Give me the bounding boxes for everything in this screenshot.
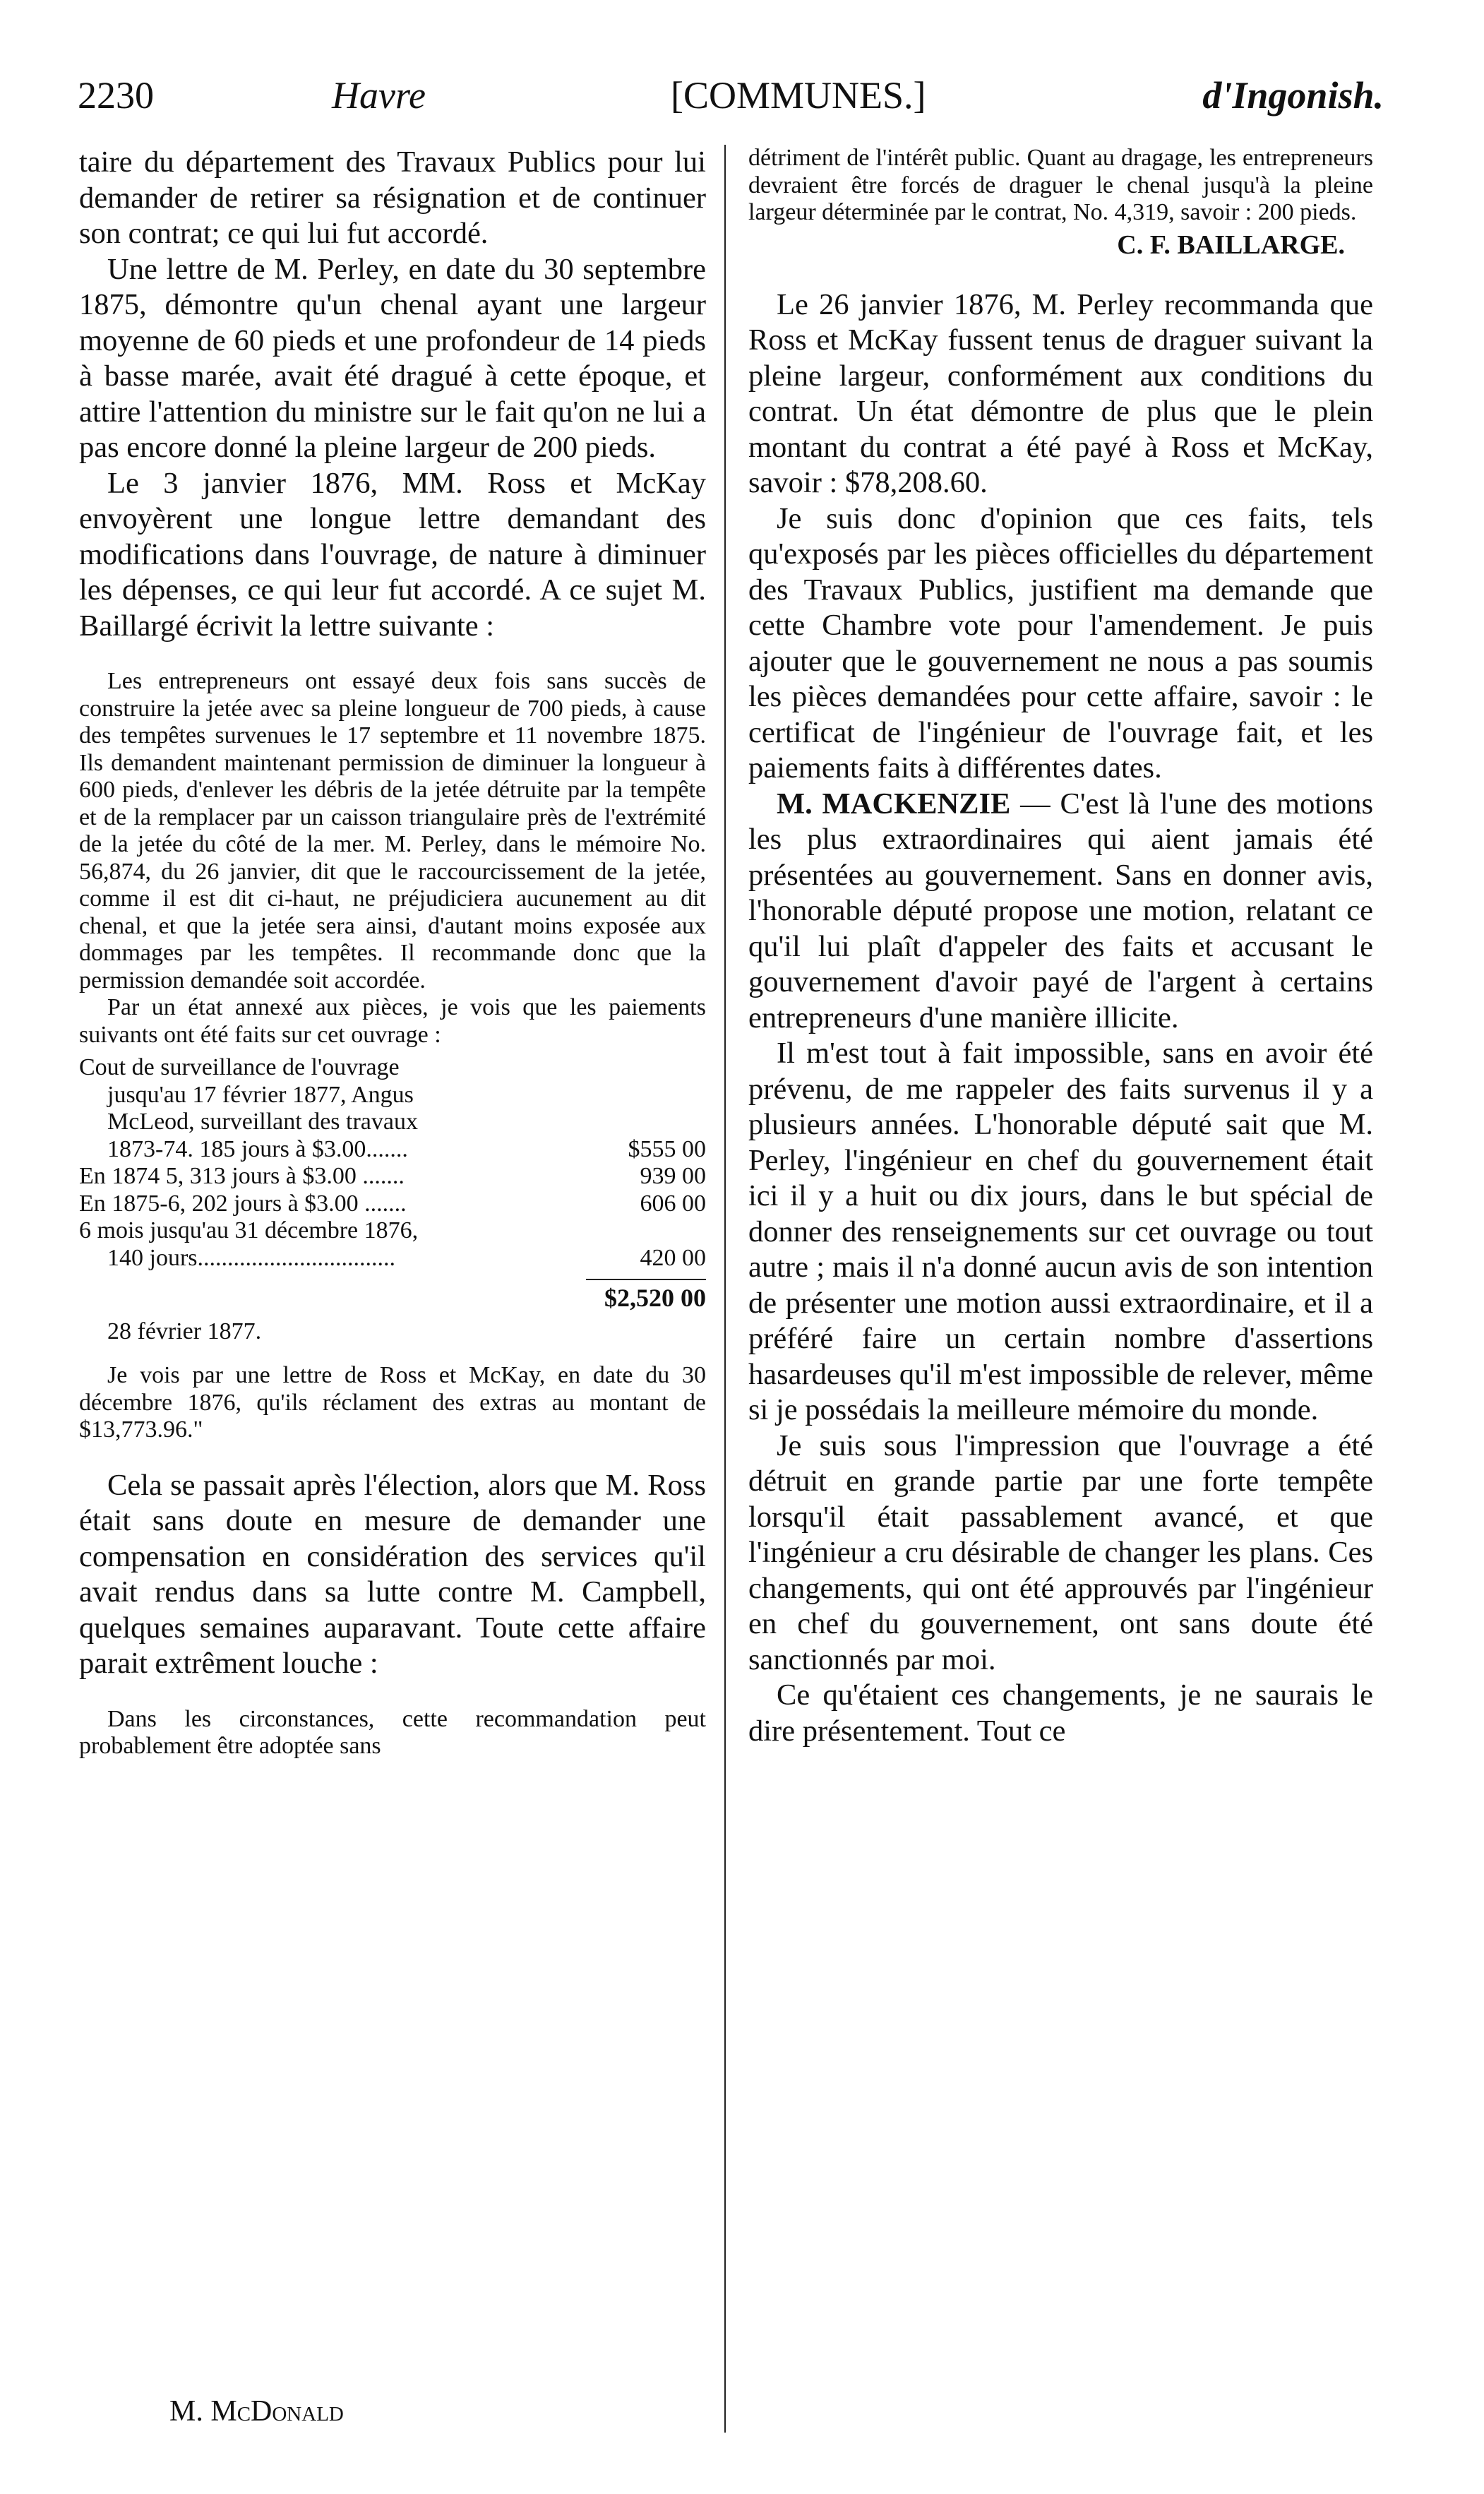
right-paragraph-6: Ce qu'étaient ces changements, je ne saurais le dire présentement. Tout ce bbox=[748, 1678, 1373, 1748]
table-row-amount: 939 00 bbox=[640, 1163, 706, 1189]
right-paragraph-1: Le 26 janvier 1876, M. Perley recommanda que Ross et McKay fussent tenus de draguer suivant la pleine largeur, conformément aux conditions du contrat. Un état démontre de plus que le plein montant du contrat a été payé à Ross et McKay, savoir : $78,208.60. bbox=[748, 287, 1373, 499]
table-row bbox=[79, 1136, 706, 1164]
quote-letter: Les entrepreneurs ont essayé deux fois sans succès de construire la jetée avec sa pleine longueur de 700 pieds, à cause des tempêtes survenues le 17 septembre et 11 novembre 1875. Ils demandent maintenant permission de diminuer la longueur à 600 pieds, d'enlever les débris de la jetée détruite par la tempête et de la remplacer par un caisson triangulaire près de l'extrémité de la jetée du côté de la mer. M. Perley, dans le mémoire No. 56,874, du 26 janvier, dit que le raccourcissement de la jetée, comme il est dit ci-haut, ne préjudiciera aucunement au dit chenal, et que la jetée sera ainsi, d'autant moins exposée aux dommages par les tempêtes. Il recommande donc que la permission demandée soit accordée. bbox=[79, 668, 706, 994]
table-row-desc: En 1875-6, 202 jours à $3.00 ....... bbox=[79, 1190, 407, 1217]
table-row bbox=[79, 1191, 706, 1218]
quote-recommendation: Dans les circonstances, cette recommandation peut probablement être adoptée sans bbox=[79, 1705, 706, 1759]
left-paragraph-1: taire du département des Travaux Publics pour lui demander de retirer sa résignation et de continuer son contrat; ce qui lui fut accordé. bbox=[79, 145, 706, 250]
statement-date: 28 février 1877. bbox=[107, 1318, 262, 1344]
table-row-amount: $555 00 bbox=[628, 1135, 706, 1162]
quote-continuation: détriment de l'intérêt public. Quant au dragage, les entrepreneurs devraient être forcés de draguer le chenal jusqu'à la pleine largeur déterminée par le contrat, No. 4,319, savoir : 200 pieds. bbox=[748, 145, 1373, 225]
total-rule bbox=[586, 1279, 706, 1280]
right-running-title: d'Ingonish. bbox=[1202, 74, 1384, 117]
right-paragraph-4: Il m'est tout à fait impossible, sans en avoir été prévenu, de me rappeler des faits survenus il y a plusieurs années. L'honorable député sait que M. Perley, l'ingénieur en chef du gouvernement était ici il y a huit ou dix jours, dans le but spécial de donner des renseignements sur cet ouvrage ou tout autre ; mais il n'a donné aucun avis de son intention de présenter une motion aussi extraordinaire, et il a préféré faire un certain nombre d'assertions hasardeuses qu'il m'est impossible de relever, même si je possédais la meilleure mémoire du monde. bbox=[748, 1037, 1373, 1426]
left-paragraph-2: Une lettre de M. Perley, en date du 30 septembre 1875, démontre qu'un chenal ayant une largeur moyenne de 60 pieds et une profondeur de 14 pieds à basse marée, avait été dragué à cette époque, et attire l'attention du ministre sur le fait qu'on ne lui a pas encore donné la pleine largeur de 200 pieds. bbox=[79, 252, 706, 464]
signature-baillarge: C. F. BAILLARGE. bbox=[1117, 229, 1345, 260]
right-paragraph-3 bbox=[748, 787, 1373, 1037]
table-row bbox=[79, 1245, 706, 1272]
table-row-desc: jusqu'au 17 février 1877, Angus bbox=[107, 1081, 414, 1108]
left-column bbox=[79, 145, 706, 1760]
speech-text: — C'est là l'une des motions les plus extraordinaires qui aient jamais été présentées au gouvernement. Sans en donner avis, l'honorable député propose une motion, relatant ce qu'il lui plaît d'appeler des faits et accusant le gouvernement d'avoir payé de l'argent à certains entrepreneurs d'une manière illicite. bbox=[748, 787, 1373, 1034]
center-running-title: [COMMUNES.] bbox=[671, 74, 926, 117]
left-running-title: Havre bbox=[332, 74, 426, 117]
right-column bbox=[748, 145, 1373, 1749]
table-row-amount: 420 00 bbox=[640, 1244, 706, 1271]
right-paragraph-5: Je suis sous l'impression que l'ouvrage a été détruit en grande partie par une forte tempête lorsqu'il était passablement avancé, et que l'ingénieur a cru désirable de changer les plans. Ces changements, qui ont été approuvés par l'ingénieur en chef du gouvernement, ont sans doute été sanctionnés par moi. bbox=[748, 1428, 1373, 1676]
catchword-name: M. McDonald bbox=[169, 2395, 344, 2428]
table-row bbox=[79, 1217, 706, 1245]
payments-table bbox=[79, 1054, 706, 1347]
table-row bbox=[79, 1082, 706, 1109]
right-paragraph-2: Je suis donc d'opinion que ces faits, tels qu'exposés par les pièces officielles du département des Travaux Publics, justifient ma demande que cette Chambre vote pour l'amendement. Je puis ajouter que le gouvernement ne nous a pas soumis les pièces demandées pour cette affaire, savoir : le certificat de l'ingénieur de l'ouvrage fait, et les paiements faits à différentes dates. bbox=[748, 501, 1373, 784]
payments-total: $2,520 00 bbox=[604, 1284, 706, 1312]
table-row-desc: McLeod, surveillant des travaux bbox=[107, 1109, 418, 1135]
table-row-desc: En 1874 5, 313 jours à $3.00 ....... bbox=[79, 1163, 405, 1189]
table-row bbox=[79, 1163, 706, 1191]
left-paragraph-3: Le 3 janvier 1876, MM. Ross et McKay envoyèrent une longue lettre demandant des modifications dans l'ouvrage, de nature à diminuer les dépenses, ce qui leur fut accordé. A ce sujet M. Baillargé écrivit la lettre suivante : bbox=[79, 466, 706, 643]
table-row-desc: 140 jours................................. bbox=[107, 1244, 395, 1271]
table-row-desc: 6 mois jusqu'au 31 décembre 1876, bbox=[79, 1217, 419, 1243]
table-row-desc: Cout de surveillance de l'ouvrage bbox=[79, 1054, 400, 1080]
page-number: 2230 bbox=[78, 74, 154, 117]
speaker-name: M. MACKENZIE bbox=[777, 787, 1011, 821]
column-divider bbox=[724, 145, 726, 2433]
table-row bbox=[79, 1054, 706, 1082]
quote-extras: Je vois par une lettre de Ross et McKay, en date du 30 décembre 1876, qu'ils réclament des extras au montant de $13,773.96." bbox=[79, 1362, 706, 1443]
left-paragraph-4: Cela se passait après l'élection, alors que M. Ross était sans doute en mesure de demander une compensation en considération des services qu'il avait rendus dans sa lutte contre M. Campbell, quelques semaines auparavant. Toute cette affaire parait extrêment louche : bbox=[79, 1468, 706, 1680]
table-row-amount: 606 00 bbox=[640, 1190, 706, 1217]
table-row-desc: 1873-74. 185 jours à $3.00....... bbox=[107, 1135, 408, 1162]
table-row bbox=[79, 1109, 706, 1136]
page-header bbox=[78, 64, 1412, 127]
quote-payments-intro: Par un état annexé aux pièces, je vois que les paiements suivants ont été faits sur cet ouvrage : bbox=[79, 994, 706, 1048]
